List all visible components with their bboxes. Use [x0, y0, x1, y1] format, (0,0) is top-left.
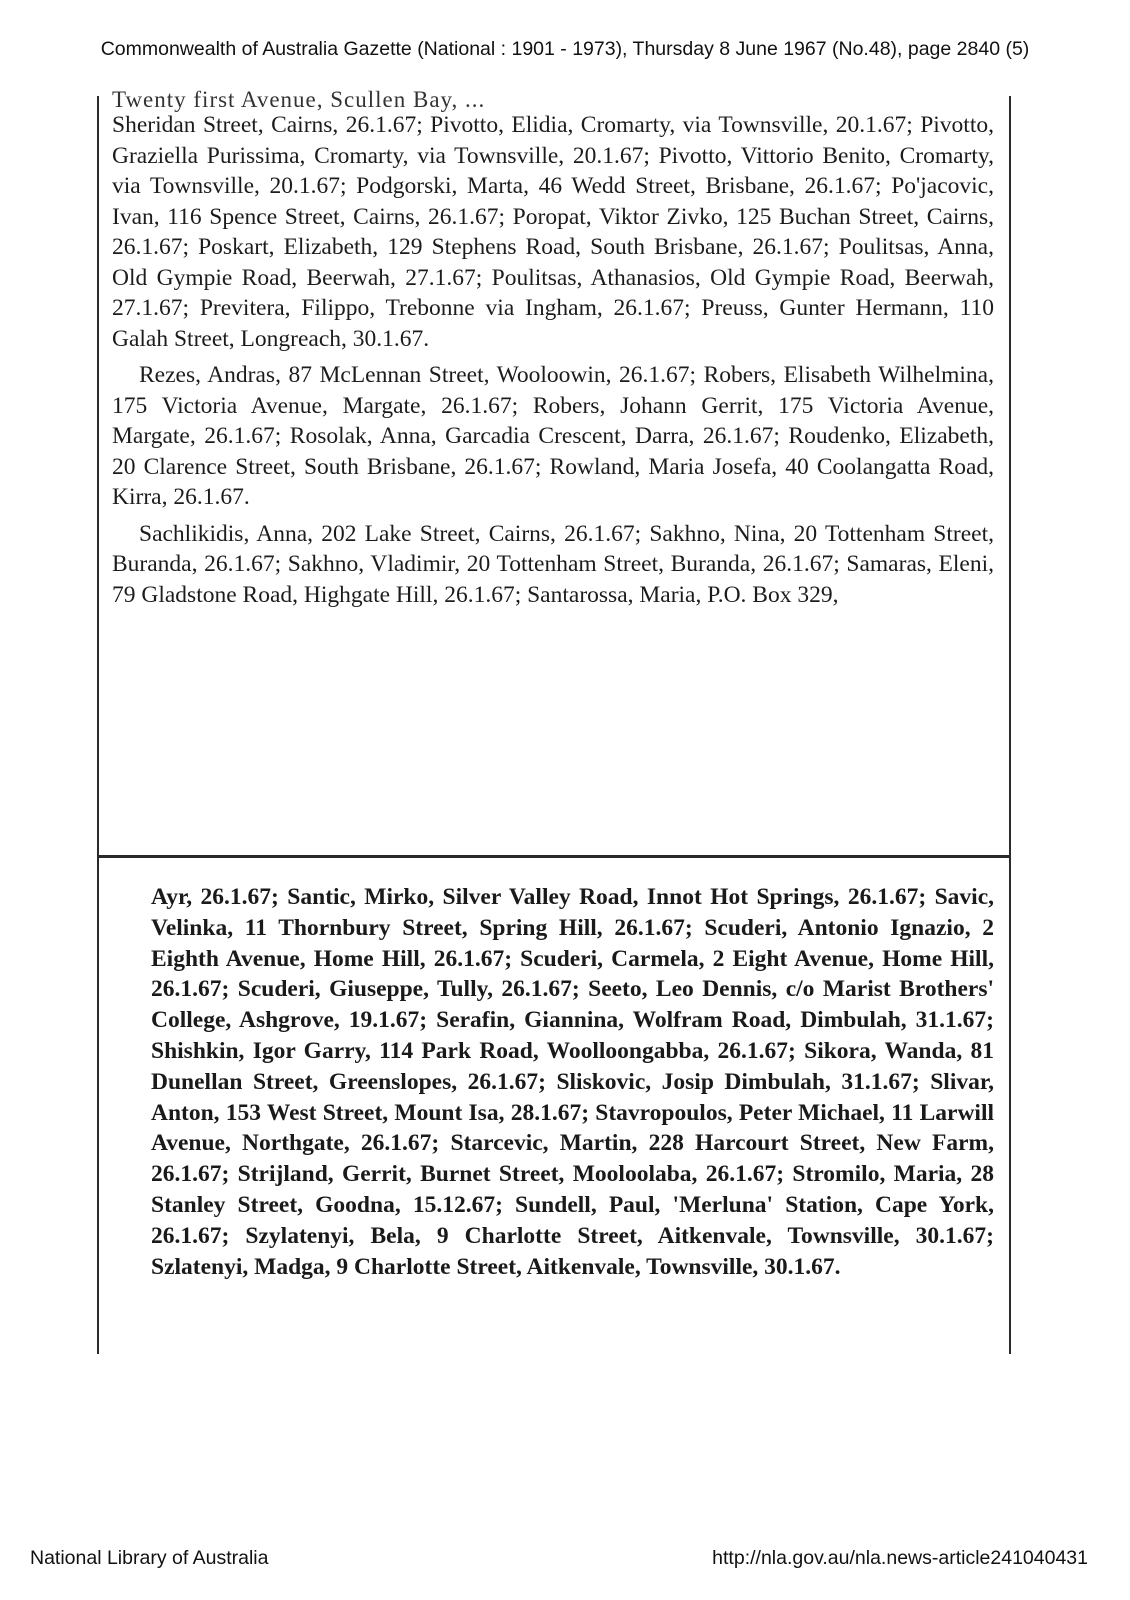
paragraph-s-names-continued: Ayr, 26.1.67; Santic, Mirko, Silver Valley Road, Innot Hot Springs, 26.1.67; Savic, Velinka, 11 Thornbury Street, Spring Hill, 26.1.67; Scuderi, Antonio Ignazio, 2 Eighth Avenue, Home Hill, 26.1.67; Scuderi, Carmela, 2 Eight Avenue, Home Hill, 26.1.67; Scuderi, Giuseppe, Tully, 26.1.67; Seeto, Leo Dennis, c/o Marist Brothers' College, Ashgrove, 19.1.67; Serafin, Giannina, Wolfram Road, Dimbulah, 31.1.67; Shishkin, Igor Garry, 114 Park Road, Woolloongabba, 26.1.67; Sikora, Wanda, 81 Dunellan Street, Greenslopes, 26.1.67; Sliskovic, Josip Dimbulah, 31.1.67; Slivar, Anton, 153 West Street, Mount Isa, 28.1.67; Stavropoulos, Peter Michael, 11 Larwill Avenue, Northgate, 26.1.67; Starcevic, Martin, 228 Harcourt Street, New Farm, 26.1.67; Strijland, Gerrit, Burnet Street, Mooloolaba, 26.1.67; Stromilo, Maria, 28 Stanley Street, Goodna, 15.12.67; Sundell, Paul, 'Merluna' Station, Cape York, 26.1.67; Szylatenyi, Bela, 9 Charlotte Street, Aitkenvale, Townsville, 30.1.67; Szlatenyi, Madga, 9 Charlotte Street, Aitkenvale, Townsville, 30.1.67.	[151, 884, 994, 1280]
paragraph-r-names: Rezes, Andras, 87 McLennan Street, Wooloowin, 26.1.67; Robers, Elisabeth Wilhelmina, 175 Victoria Avenue, Margate, 26.1.67; Robers, Johann Gerrit, 175 Victoria Avenue, Margate, 26.1.67; Rosolak, Anna, Garcadia Crescent, Darra, 26.1.67; Roudenko, Elizabeth, 20 Clarence Street, South Brisbane, 26.1.67; Rowland, Maria Josefa, 40 Coolangatta Road, Kirra, 26.1.67.	[112, 362, 994, 510]
clipping-top-content	[112, 87, 994, 616]
article-clipping-bottom	[97, 858, 1011, 1354]
clipping-bottom-content	[151, 882, 994, 1288]
footer-library-name: National Library of Australia	[30, 1547, 269, 1569]
paragraph-p-names: Sheridan Street, Cairns, 26.1.67; Pivotto, Elidia, Cromarty, via Townsville, 20.1.67; Pivotto, Graziella Purissima, Cromarty, via Townsville, 20.1.67; Pivotto, Vittorio Benito, Cromarty, via Townsville, 20.1.67; Podgorski, Marta, 46 Wedd Street, Brisbane, 26.1.67; Po'jacovic, Ivan, 116 Spence Street, Cairns, 26.1.67; Poropat, Viktor Zivko, 125 Buchan Street, Cairns, 26.1.67; Poskart, Elizabeth, 129 Stephens Road, South Brisbane, 26.1.67; Poulitsas, Anna, Old Gympie Road, Beerwah, 27.1.67; Poulitsas, Athanasios, Old Gympie Road, Beerwah, 27.1.67; Previtera, Filippo, Trebonne via Ingham, 26.1.67; Preuss, Gunter Hermann, 110 Galah Street, Longreach, 30.1.67.	[112, 112, 994, 352]
cut-off-text: Twenty first Avenue, Scullen Bay, ...	[112, 87, 486, 112]
citation-header: Commonwealth of Australia Gazette (National : 1901 - 1973), Thursday 8 June 1967 (No.48), page 2840 (5)	[100, 38, 1030, 60]
article-clipping-top	[97, 87, 1011, 858]
paragraph-s-names-start: Sachlikidis, Anna, 202 Lake Street, Cairns, 26.1.67; Sakhno, Nina, 20 Tottenham Street, Buranda, 26.1.67; Sakhno, Vladimir, 20 Tottenham Street, Buranda, 26.1.67; Samaras, Eleni, 79 Gladstone Road, Highgate Hill, 26.1.67; Santarossa, Maria, P.O. Box 329,	[112, 520, 994, 608]
cut-off-text-line	[112, 87, 994, 112]
footer-article-url[interactable]: http://nla.gov.au/nla.news-article241040431	[712, 1547, 1088, 1569]
